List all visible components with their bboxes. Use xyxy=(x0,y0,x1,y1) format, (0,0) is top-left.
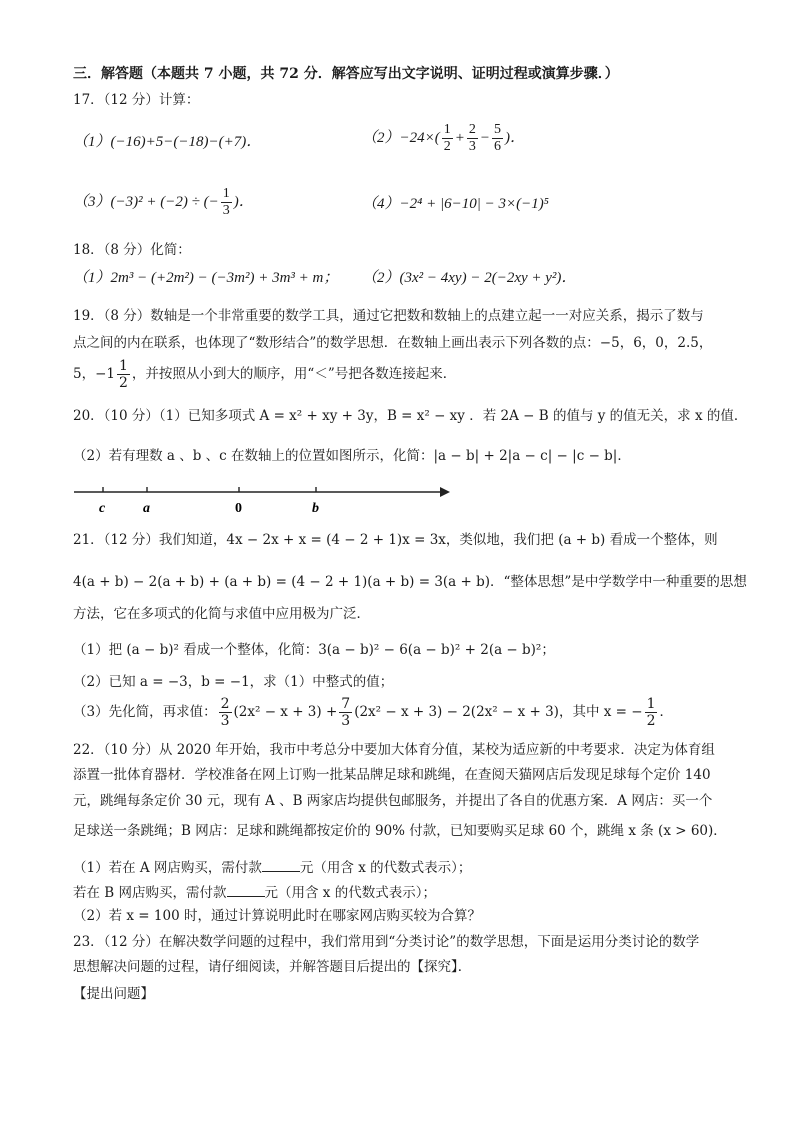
number-line-arrow xyxy=(440,487,450,497)
q21-part1: （1）把 (a − b)² 看成一个整体，化简：3(a − b)² − 6(a − b)² + 2(a − b)²； xyxy=(73,642,555,658)
q17-part1: （1）(−16)+5−(−18)−(+7)． xyxy=(73,134,262,150)
q22-line2: 添置一批体育器材．学校准备在网上订购一批某品牌足球和跳绳，在查阅天猫网店后发现足球每个定价 140 xyxy=(73,767,711,783)
q20-line1: 20．（10 分）（1）已知多项式 A = x² + xy + 3y，B = x² − xy ．若 2A − B 的值与 y 的值无关，求 x 的值． xyxy=(73,408,748,424)
q23-line3: 【提出问题】 xyxy=(73,986,154,1002)
q19-line3: 5，−1 $\frac{1}{2}$ ，并按照从小到大的顺序，用“＜”号把各数连接起来． xyxy=(73,358,457,391)
q22-line4: 足球送一条跳绳；B 网店：足球和跳绳都按定价的 90% 付款，已知要购买足球 60 个，跳绳 x 条 (x > 60)． xyxy=(73,823,727,839)
q22-part1b: 若在 B 网店购买，需付款 元（用含 x 的代数式表示）； xyxy=(73,882,436,903)
q17-heading: 17．（12 分）计算： xyxy=(73,92,200,108)
q17-part3: （3）(−3)² + (−2) ÷ (− $\frac{1}{3}$ )． xyxy=(73,186,254,218)
q23-line2: 思想解决问题的过程，请仔细阅读，并解答题目后提出的【探究】． xyxy=(73,959,472,975)
q21-line2: 4(a + b) − 2(a + b) + (a + b) = (4 − 2 + 1)(a + b) = 3(a + b)．“整体思想”是中学数学中一种重要的思想 xyxy=(73,574,747,590)
label-0: 0 xyxy=(235,501,242,516)
q21-part3: （3）先化简，再求值： $\frac{2}{3}$ (2x² − x + 3) + $\frac{7}{3}$ (2x² − x + 3) − 2(2x² − x + 3)，其中 x = − $\frac{1}{2}$ ． xyxy=(73,696,673,729)
q20-line2: （2）若有理数 a 、b 、c 在数轴上的位置如图所示，化简：|a − b| + 2|a − c| − |c − b|． xyxy=(73,448,631,464)
q17-part2: （2）−24×( $\frac{1}{2}$ + $\frac{2}{3}$ − $\frac{5}{6}$ )． xyxy=(362,122,525,154)
q22-line1: 22．（10 分）从 2020 年开始，我市中考总分中要加大体育分值，某校为适应新的中考要求．决定为体育组 xyxy=(73,742,715,758)
q21-line3: 方法，它在多项式的化简与求值中应用极为广泛． xyxy=(73,606,370,622)
q17-part4: （4）−2⁴ + |6−10| − 3×(−1)⁵ xyxy=(362,196,549,212)
q18-part1: （1）2m³ − (+2m²) − (−3m²) + 3m³ + m； xyxy=(73,270,339,286)
q18-part2: （2）(3x² − 4xy) − 2(−2xy + y²)． xyxy=(362,270,577,286)
q21-line1: 21．（12 分）我们知道，4x − 2x + x = (4 − 2 + 1)x = 3x，类似地，我们把 (a + b) 看成一个整体，则 xyxy=(73,532,718,548)
section-header: 三．解答题（本题共 7 小题，共 72 分．解答应写出文字说明、证明过程或演算步骤．） xyxy=(73,66,619,82)
q23-line1: 23．（12 分）在解决数学问题的过程中，我们常用到“分类讨论”的数学思想，下面是运用分类讨论的数学 xyxy=(73,934,700,950)
q22-part1a: （1）若在 A 网店购买，需付款 元（用含 x 的代数式表示）； xyxy=(73,857,471,878)
label-c: c xyxy=(99,501,106,516)
q18-heading: 18．（8 分）化简： xyxy=(73,242,191,258)
label-a: a xyxy=(143,501,150,516)
q22-line3: 元，跳绳每条定价 30 元，现有 A 、B 两家店均提供包邮服务，并提出了各自的优惠方案．A 网店：买一个 xyxy=(73,793,713,809)
number-line-figure xyxy=(70,482,460,518)
q22-part2: （2）若 x = 100 时，通过计算说明此时在哪家网店购买较为合算？ xyxy=(73,908,481,924)
answer-blank-a[interactable] xyxy=(262,857,300,872)
q19-line1: 19．（8 分）数轴是一个非常重要的数学工具，通过它把数和数轴上的点建立起一一对应关系，揭示了数与 xyxy=(73,308,704,324)
answer-blank-b[interactable] xyxy=(227,882,265,897)
q21-part2: （2）已知 a = −3，b = −1，求（1）中整式的值； xyxy=(73,674,394,690)
label-b: b xyxy=(312,501,319,516)
q19-line2: 点之间的内在联系，也体现了“数形结合”的数学思想．在数轴上画出表示下列各数的点：−5，6，0，2.5， xyxy=(73,335,713,351)
